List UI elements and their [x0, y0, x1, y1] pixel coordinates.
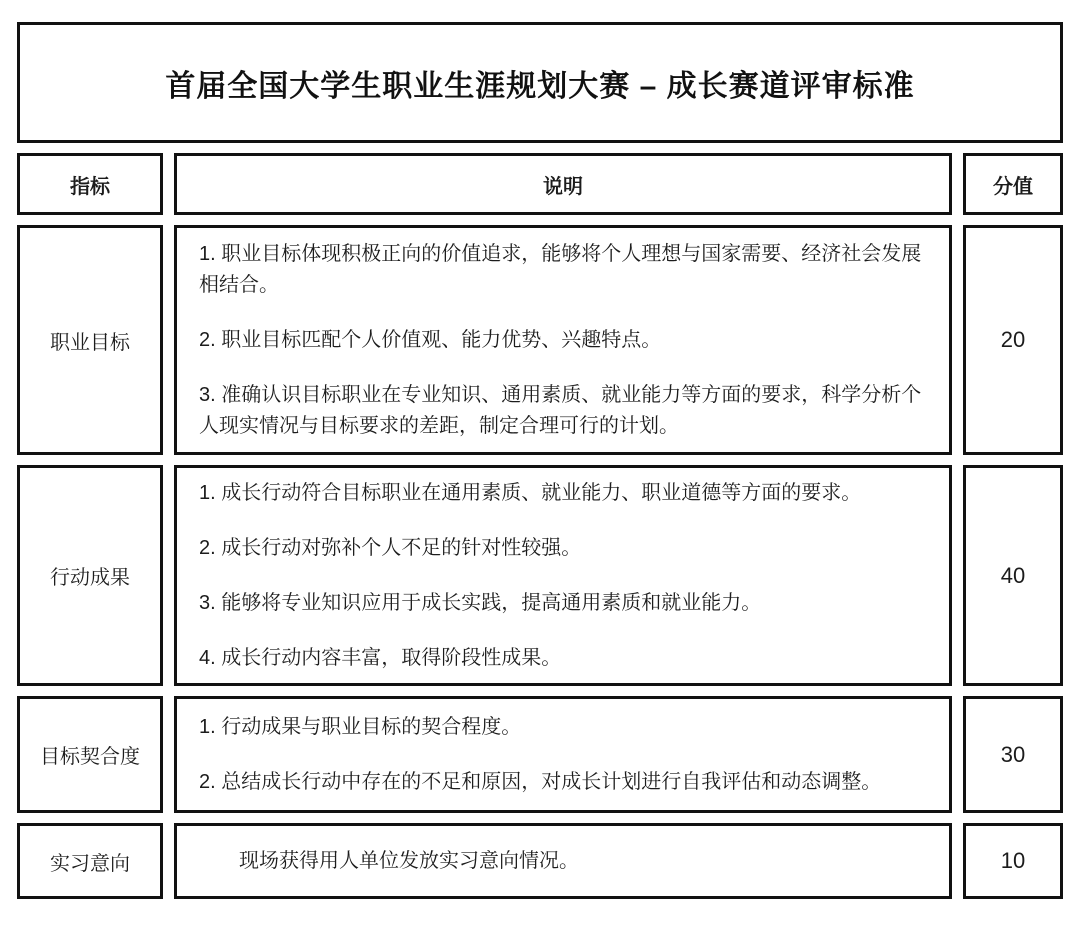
row-internship-intent-indicator [17, 823, 163, 899]
description-item: 2. 总结成长行动中存在的不足和原因，对成长计划进行自我评估和动态调整。 [199, 770, 882, 793]
header-description [174, 153, 952, 215]
description-item: 现场获得用人单位发放实习意向情况。 [239, 849, 579, 872]
score-value: 30 [1000, 741, 1026, 767]
description-item: 2. 职业目标匹配个人价值观、能力优势、兴趣特点。 [199, 328, 662, 351]
row-action-results-description [174, 465, 952, 686]
row-goal-fit-score [963, 696, 1063, 813]
row-goal-fit-indicator [17, 696, 163, 813]
description-item: 2. 成长行动对弥补个人不足的针对性较强。 [199, 536, 582, 559]
header-indicator [17, 153, 163, 215]
description-item: 1. 行动成果与职业目标的契合程度。 [199, 715, 522, 738]
score-value: 10 [1000, 848, 1026, 873]
row-internship-intent-score [963, 823, 1063, 899]
header-score [963, 153, 1063, 215]
indicator-label: 行动成果 [50, 567, 130, 589]
description-item: 1. 成长行动符合目标职业在通用素质、就业能力、职业道德等方面的要求。 [199, 481, 862, 504]
row-career-goal-description [174, 225, 952, 455]
description-item: 4. 成长行动内容丰富，取得阶段性成果。 [199, 646, 562, 669]
row-career-goal-indicator [17, 225, 163, 455]
indicator-label: 目标契合度 [40, 746, 140, 768]
description-item: 3. 能够将专业知识应用于成长实践，提高通用素质和就业能力。 [199, 591, 762, 614]
indicator-label: 实习意向 [50, 852, 130, 875]
row-goal-fit-description [174, 696, 952, 813]
header-indicator-label: 指标 [70, 175, 110, 198]
description-item: 1. 职业目标体现积极正向的价值追求，能够将个人理想与国家需要、经济社会发展相结合。 [199, 242, 922, 296]
row-action-results-indicator [17, 465, 163, 686]
criteria-table [17, 153, 1063, 899]
indicator-label: 职业目标 [50, 331, 130, 354]
row-career-goal-score [963, 225, 1063, 455]
header-score-label: 分值 [993, 175, 1033, 198]
description-item: 3. 准确认识目标职业在专业知识、通用素质、就业能力等方面的要求，科学分析个人现实情况与目标要求的差距，制定合理可行的计划。 [199, 383, 922, 437]
header-description-label: 说明 [543, 175, 583, 198]
row-action-results-score [963, 465, 1063, 686]
score-value: 20 [1000, 327, 1026, 352]
score-value: 40 [1000, 562, 1026, 588]
row-internship-intent-description [174, 823, 952, 899]
title-box [17, 22, 1063, 143]
page-title: 首届全国大学生职业生涯规划大赛 – 成长赛道评审标准 [165, 69, 915, 103]
